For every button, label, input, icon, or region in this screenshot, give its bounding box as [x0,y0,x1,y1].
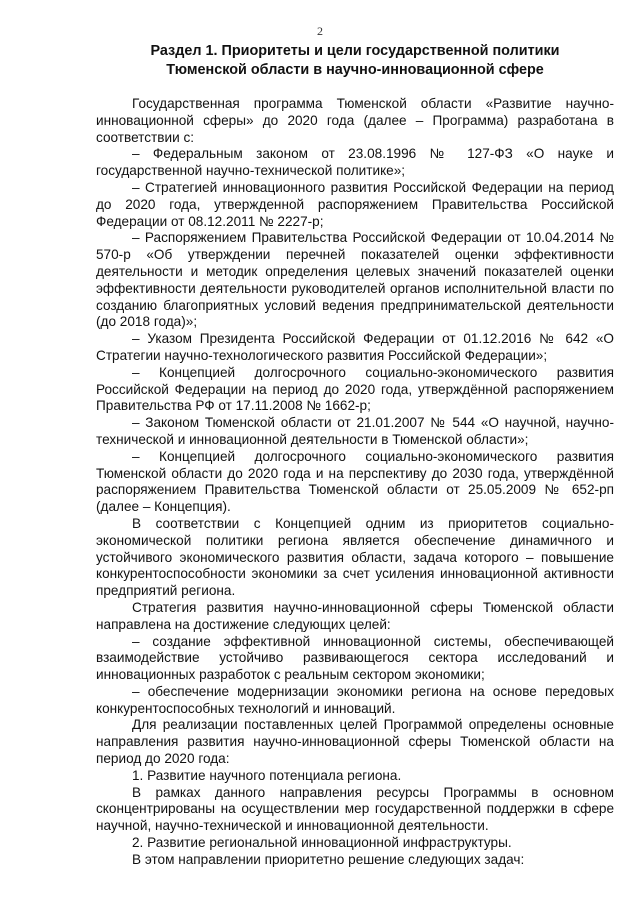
list-item-regional-concept: – Концепцией долгосрочного социально-экономического развития Тюменской области до 2020 года и на перспективу до 2030 года, утверждённой распоряжением Правительства Тюменской области от 25.05.2009 № 652-рп (далее – Концепция). [96,448,614,515]
paragraph-directions: Для реализации поставленных целей Программой определены основные направления развития научно-инновационной сферы Тюменской области на период до 2020 года: [96,717,614,767]
paragraph-intro: Государственная программа Тюменской области «Развитие научно-инновационной сферы» до 2020 года (далее – Программа) разработана в соответствии с: [96,96,614,145]
direction-2-title: 2. Развитие региональной инновационной инфраструктуры. [132,835,512,851]
list-item-innovation-strategy: – Стратегией инновационного развития Российской Федерации на период до 2020 года, утвержденной распоряжением Правительства Российской Федерации от 08.12.2011 № 2227-р; [96,179,614,229]
section-heading-line-2: Тюменской области в научно-инновационной сфере [166,62,544,78]
document-body [96,96,614,869]
list-item-regional-law: – Законом Тюменской области от 21.01.2007 № 544 «О научной, научно-технической и инновационной деятельности в Тюменской области»; [96,415,614,447]
direction-1-title: 1. Развитие научного потенциала региона. [132,767,402,783]
list-item-goal-innovation-system: – создание эффективной инновационной системы, обеспечивающей взаимодействие устойчиво развивающегося сектора исследований и инновационных разработок с реальным сектором экономики; [96,633,614,683]
paragraph-strategy-goals: Стратегия развития научно-инновационной сферы Тюменской области направлена на достижение следующих целей: [96,599,614,632]
paragraph-priorities: В соответствии с Концепцией одним из приоритетов социально-экономической политики региона является обеспечение динамичного и устойчивого экономического развития области, задача которого – повышение конкурентоспособности экономики за счет усиления инновационной активности предприятий региона. [96,515,614,599]
list-item-presidential-decree: – Указом Президента Российской Федерации от 01.12.2016 № 642 «О Стратегии научно-технологического развития Российской Федерации»; [96,331,614,363]
section-heading-line-1: Раздел 1. Приоритеты и цели государственной политики [150,43,560,59]
list-item-government-order: – Распоряжением Правительства Российской Федерации от 10.04.2014 № 570-р «Об утверждении перечней показателей оценки эффективности деятельности и методик определения целевых значений показателей оценки эффективности деятельности руководителей органов исполнительной власти по созданию благоприятных условий ведения предпринимательской деятельности (до 2018 года)»; [96,230,614,330]
paragraph-direction-2: В этом направлении приоритетно решение следующих задач: [132,851,525,867]
page-number: 2 [317,24,323,38]
list-item-goal-modernization: – обеспечение модернизации экономики региона на основе передовых конкурентоспособных технологий и инноваций. [96,683,614,716]
list-item-federal-law: – Федеральным законом от 23.08.1996 № 127-ФЗ «О науке и государственной научно-технической политике»; [96,146,614,179]
section-heading [96,42,614,80]
paragraph-direction-1: В рамках данного направления ресурсы Программы в основном сконцентрированы на осуществлении мер государственной поддержки в сфере научной, научно-технической и инновационной деятельности. [96,784,614,834]
list-item-rf-concept: – Концепцией долгосрочного социально-экономического развития Российской Федерации на период до 2020 года, утверждённой распоряжением Правительства РФ от 17.11.2008 № 1662-р; [96,364,614,414]
